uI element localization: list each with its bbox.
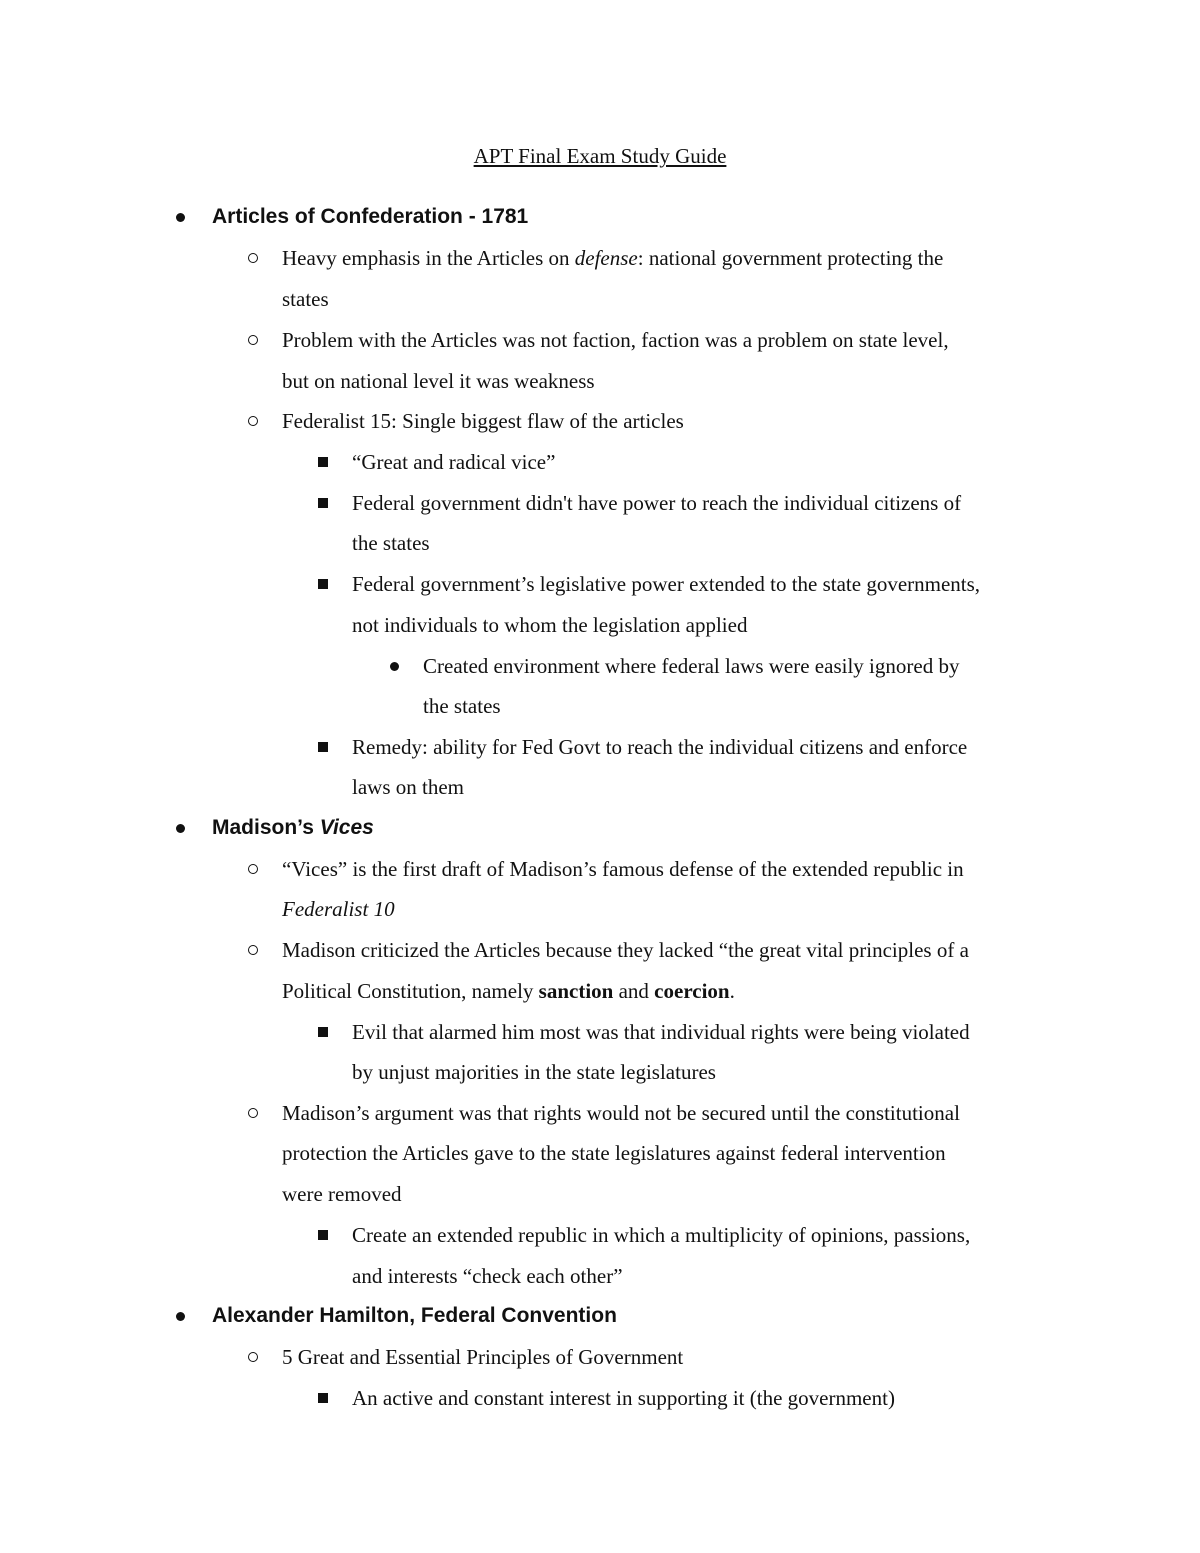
circle-bullet-icon — [248, 238, 258, 279]
bold-text: coercion — [654, 979, 730, 1003]
circle-bullet-icon — [248, 930, 258, 971]
text-span: Heavy emphasis in the Articles on — [282, 246, 575, 270]
list-item: “Vices” is the first draft of Madison’s famous defense of the extended republic in — [282, 857, 964, 881]
list-item: “Great and radical vice” — [352, 450, 556, 474]
list-item-continued: states — [282, 287, 329, 311]
emphasis-text: Federalist 10 — [282, 897, 395, 921]
section-heading-articles: Articles of Confederation - 1781 — [212, 205, 529, 228]
document-title: APT Final Exam Study Guide — [473, 144, 727, 168]
list-item-continued: not individuals to whom the legislation applied — [352, 613, 748, 637]
text-span: Political Constitution, namely — [282, 979, 539, 1003]
square-bullet-icon — [318, 483, 328, 524]
list-item-continued: laws on them — [352, 775, 464, 799]
list-item-continued — [282, 889, 395, 930]
list-item: Federal government’s legislative power extended to the state governments, — [352, 572, 981, 596]
circle-bullet-icon — [248, 401, 258, 442]
list-item: Federal government didn't have power to reach the individual citizens of — [352, 491, 962, 515]
emphasis-text: defense — [574, 246, 638, 270]
list-item — [282, 238, 943, 279]
list-item-continued: and interests “check each other” — [352, 1264, 623, 1288]
square-bullet-icon — [318, 1378, 328, 1419]
text-span: : national government protecting the — [637, 246, 944, 270]
text-span: . — [729, 979, 735, 1003]
square-bullet-icon — [318, 564, 328, 605]
list-item-continued: but on national level it was weakness — [282, 369, 595, 393]
disc-bullet-icon — [176, 1296, 185, 1337]
list-item: Remedy: ability for Fed Govt to reach the individual citizens and enforce — [352, 735, 968, 759]
square-bullet-icon — [318, 442, 328, 483]
disc-bullet-icon — [390, 646, 399, 687]
list-item: 5 Great and Essential Principles of Government — [282, 1345, 684, 1369]
circle-bullet-icon — [248, 1093, 258, 1134]
circle-bullet-icon — [248, 1337, 258, 1378]
square-bullet-icon — [318, 727, 328, 768]
list-item: Problem with the Articles was not faction, faction was a problem on state level, — [282, 328, 949, 352]
disc-bullet-icon — [176, 197, 185, 238]
section-heading-hamilton: Alexander Hamilton, Federal Convention — [212, 1304, 617, 1327]
section-heading-madison — [212, 808, 374, 849]
list-item: Create an extended republic in which a multiplicity of opinions, passions, — [352, 1223, 971, 1247]
list-item-continued: were removed — [282, 1182, 402, 1206]
text-span: and — [613, 979, 655, 1003]
square-bullet-icon — [318, 1215, 328, 1256]
square-bullet-icon — [318, 1012, 328, 1053]
list-item-continued: the states — [423, 694, 501, 718]
list-item: Evil that alarmed him most was that individual rights were being violated — [352, 1020, 970, 1044]
list-item-continued: protection the Articles gave to the state legislatures against federal intervention — [282, 1141, 946, 1165]
circle-bullet-icon — [248, 849, 258, 890]
list-item: Madison’s argument was that rights would not be secured until the constitutional — [282, 1101, 960, 1125]
text-span: Madison’s — [212, 816, 320, 839]
list-item: Federalist 15: Single biggest flaw of the articles — [282, 409, 684, 433]
emphasis-text: Vices — [319, 816, 374, 839]
list-item-continued — [282, 971, 735, 1012]
list-item: Madison criticized the Articles because they lacked “the great vital principles of a — [282, 938, 969, 962]
circle-bullet-icon — [248, 320, 258, 361]
list-item-continued: by unjust majorities in the state legislatures — [352, 1060, 716, 1084]
bold-text: sanction — [538, 979, 614, 1003]
list-item-continued: the states — [352, 531, 430, 555]
disc-bullet-icon — [176, 808, 185, 849]
list-item: Created environment where federal laws were easily ignored by — [423, 654, 960, 678]
list-item: An active and constant interest in supporting it (the government) — [352, 1386, 895, 1410]
